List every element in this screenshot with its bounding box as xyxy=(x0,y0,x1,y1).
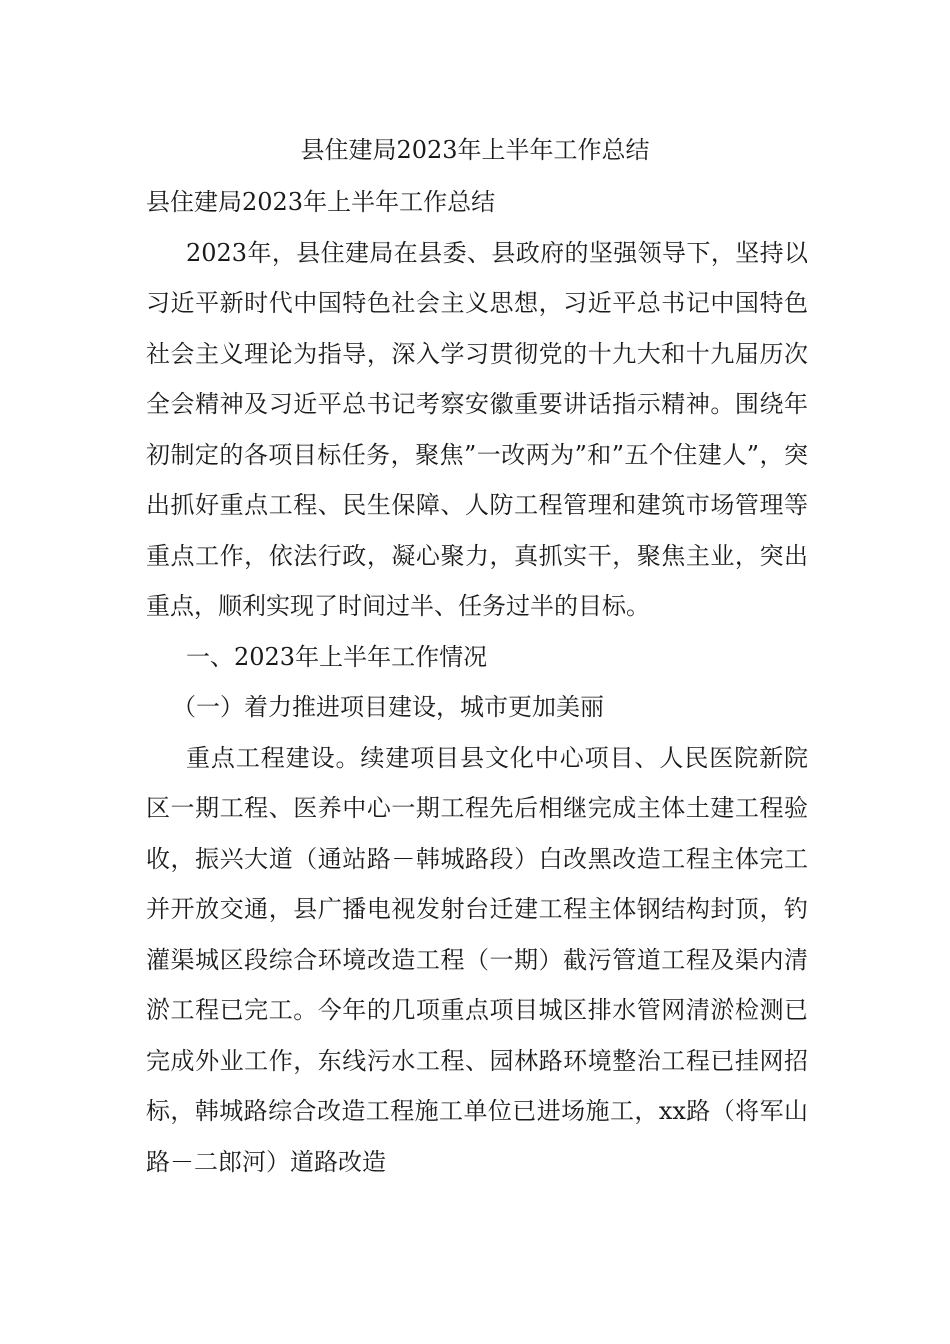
document-title: 县住建局2023年上半年工作总结 xyxy=(300,136,650,164)
section-heading: 一、2023年上半年工作情况 xyxy=(186,642,488,671)
subsection-heading: （一）着力推进项目建设，城市更加美丽 xyxy=(172,693,604,721)
intro-paragraph: 2023年，县住建局在县委、县政府的坚强领导下，坚持以习近平新时代中国特色社会主义思想，习近平总书记中国特色社会主义理论为指导，深入学习贯彻党的十九大和十九届历次全会精神及习近平总书记考察安徽重要讲话指示精神。围绕年初制定的各项目标任务，聚焦”一改两为”和”五个住建人”，突出抓好重点工程、民生保障、人防工程管理和建筑市场管理等重点工作，依法行政，凝心聚力，真抓实干，聚焦主业，突出重点，顺利实现了时间过半、任务过半的目标。 xyxy=(146,238,808,620)
section-paragraph: 重点工程建设。续建项目县文化中心项目、人民医院新院区一期工程、医养中心一期工程先后相继完成主体土建工程验收，振兴大道（通站路－韩城路段）白改黑改造工程主体完工并开放交通，县广播电视发射台迁建工程主体钢结构封顶，钓灌渠城区段综合环境改造工程（一期）截污管道工程及渠内清淤工程已完工。今年的几项重点项目城区排水管网清淤检测已完成外业工作，东线污水工程、园林路环境整治工程已挂网招标，韩城路综合改造工程施工单位已进场施工，xx路（将军山路－二郎河）道路改造 xyxy=(146,743,808,1176)
document-body xyxy=(146,177,808,1187)
document-subtitle: 县住建局2023年上半年工作总结 xyxy=(146,188,496,216)
